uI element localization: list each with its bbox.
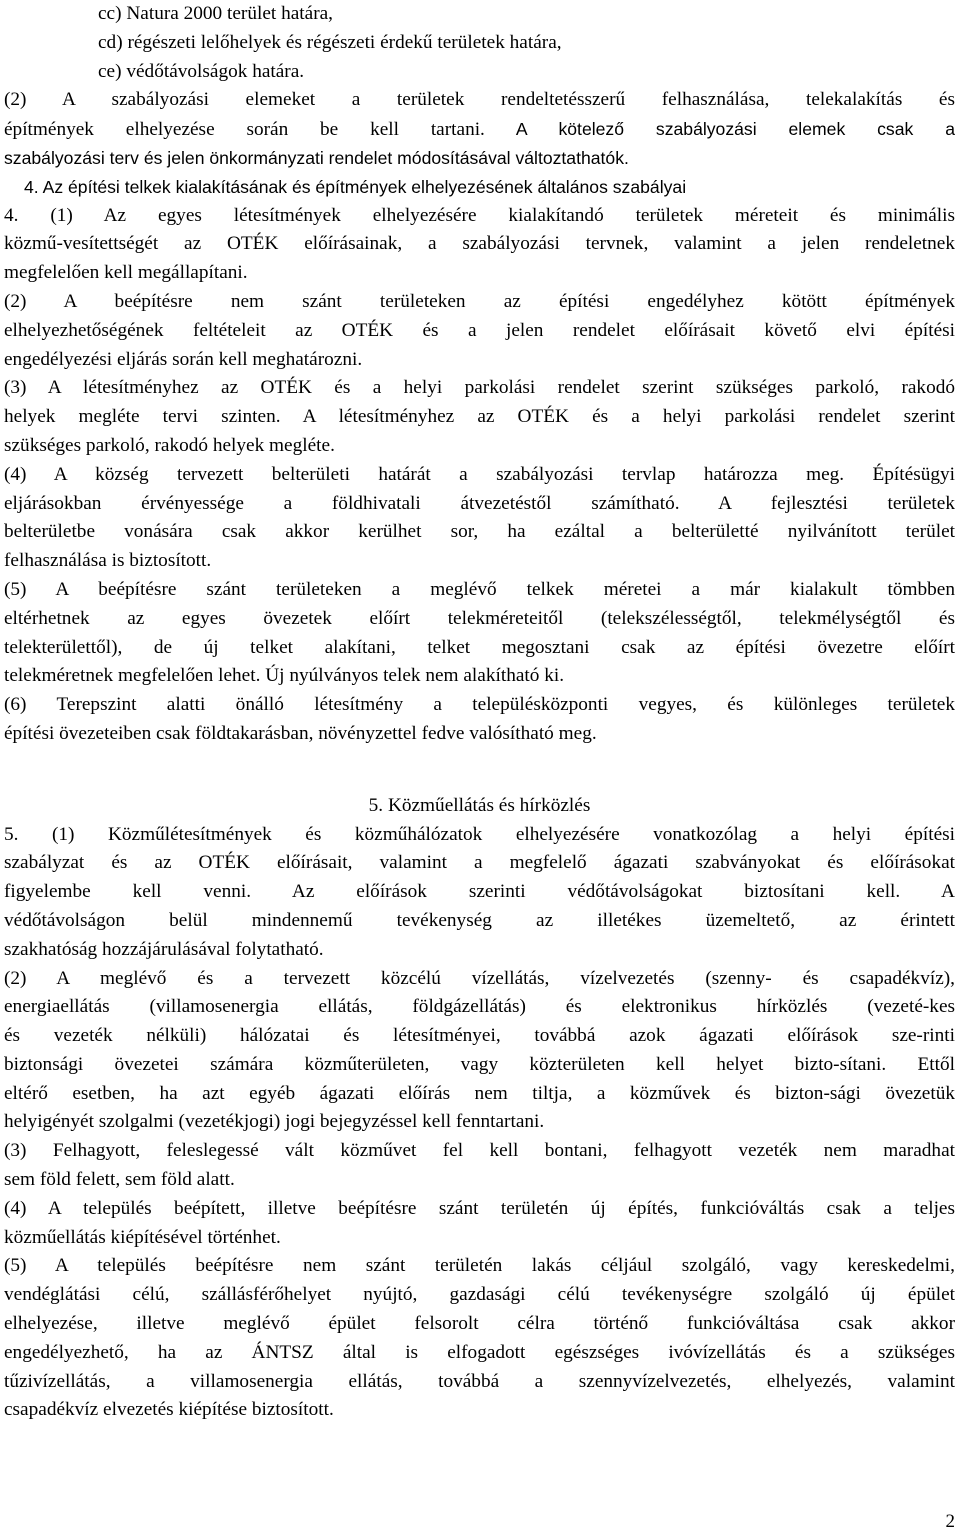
text-line: csapadékvíz elvezetés kiépítése biztosított. (4, 1399, 334, 1421)
text-line: engedélyezési eljárás során kell meghatározni. (4, 348, 363, 370)
text-line: 4. (1) Az egyes létesítmények elhelyezésére kialakítandó területek méreteit és minimális (4, 204, 955, 226)
text-line: védőtávolságon belül mindennemű tevékenység az illetékes üzemeltető, az érintett (4, 909, 955, 931)
paragraph (4, 202, 955, 288)
paragraph (4, 374, 955, 460)
text-line: (5) A település beépítésre nem szánt területén lakás céljául szolgáló, vagy kereskedelmi, (4, 1255, 955, 1277)
text-line: (4) A község tervezett belterületi határát a szabályozási tervlap határozza meg. Építésügyi (4, 463, 955, 485)
section-5-heading: 5. Közműellátás és hírközlés (368, 794, 591, 816)
paragraph (4, 288, 955, 374)
section-4-body (4, 202, 955, 749)
text-line: vendéglátási célú, szállásférőhelyet nyújtó, gazdasági célú tevékenységre szolgáló új épület (4, 1284, 955, 1306)
text-line: figyelembe kell venni. Az előírások szerinti védőtávolságokat biztosítani kell. A (4, 881, 955, 903)
text-line: építési övezeteiben csak földtakarásban, növényzettel fedve valósítható meg. (4, 722, 597, 744)
text-line: 5. (1) Közműlétesítmények és közműhálózatok elhelyezésére vonatkozólag a helyi építési (4, 823, 955, 845)
text-line: (6) Terepszint alatti önálló létesítmény a településközponti vegyes, és különleges területek (4, 694, 955, 716)
paragraph-2-1 (4, 86, 955, 172)
list-item: ce) védőtávolságok határa. (98, 60, 305, 82)
spacer (4, 749, 955, 792)
text-line: elhelyezése, illetve meglévő épület felsorolt célra történő funkcióváltása csak akkor (4, 1313, 955, 1335)
text-line: (2) A beépítésre nem szánt területeken az építési engedélyhez kötött építmények (4, 290, 955, 312)
text-line: közmű-vesítettségét az OTÉK előírásainak, a szabályozási tervnek, valamint a jelen rendeletnek (4, 233, 955, 255)
paragraph (4, 965, 955, 1138)
text-line: tűzivízellátás, a villamosenergia ellátás, továbbá a szennyvízelvezetés, elhelyezés, valamint (4, 1370, 955, 1392)
text-span: építmények elhelyezése során be kell tartani. (4, 119, 485, 141)
list-item: cd) régészeti lelőhelyek és régészeti érdekű területek határa, (98, 31, 562, 53)
paragraph (4, 576, 955, 691)
paragraph (4, 1195, 955, 1253)
text-line: szakhatóság hozzájárulásával folytatható. (4, 938, 324, 960)
text-line: eljárásokban érvényessége a földhivatali átvezetéstől számítható. A fejlesztési területek (4, 492, 955, 514)
text-line: belterületbe vonására csak akkor kerülhet sor, ha ezáltal a belterületté nyilvánított terület (4, 521, 955, 543)
text-line: (2) A szabályozási elemeket a területek rendeltetésszerű felhasználása, telekalakítás és (4, 89, 955, 111)
text-line: biztonsági övezetei számára közműterületen, vagy közterületen kell helyet bizto-sítani. Ettől (4, 1053, 955, 1075)
text-line: közműellátás kiépítésével történhet. (4, 1226, 281, 1248)
text-line: megfelelően kell megállapítani. (4, 262, 248, 284)
text-line: szabályozási terv és jelen önkormányzati rendelet módosításával változtathatók. (4, 147, 629, 168)
text-line: telekméretnek megfelelően lehet. Új nyúlványos telek nem alakítható ki. (4, 665, 565, 687)
text-line: energiaellátás (villamosenergia ellátás, földgázellátás) és elektronikus hírközlés (vezeté-kes (4, 996, 955, 1018)
text-line: (5) A beépítésre szánt területeken a meglévő telkek méretei a már kialakult tömbben (4, 578, 955, 600)
section-4-heading: 4. Az építési telkek kialakításának és építmények elhelyezésének általános szabályai (24, 176, 687, 197)
text-line: helyek megléte tervi szinten. A létesítményhez az OTÉK és a helyi parkolási rendelet szerint (4, 406, 955, 428)
text-line: eltérő esetben, ha azt egyéb ágazati előírás nem tiltja, a közművek és bizton-sági övezetük (4, 1082, 955, 1104)
section-5-body (4, 821, 955, 1426)
text-line: engedélyezhető, ha az ÁNTSZ által is elfogadott egészséges ivóvízellátás és a szükséges (4, 1341, 955, 1363)
text-line (4, 115, 955, 144)
list-items (4, 0, 955, 86)
paragraph (4, 691, 955, 749)
text-line: felhasználása is biztosított. (4, 550, 212, 572)
text-line: telekterülettől), de új telket alakítani, telket megosztani csak az építési övezetre előírt (4, 636, 955, 658)
text-span-sans: A kötelező szabályozási elemek csak a (484, 119, 955, 140)
paragraph (4, 821, 955, 965)
text-line: (3) A létesítményhez az OTÉK és a helyi parkolási rendelet szerint szükséges parkoló, rakodó (4, 377, 955, 399)
text-line: helyigényét szolgalmi (vezetékjogi) jogi bejegyzéssel kell fenntartani. (4, 1111, 545, 1133)
paragraph (4, 461, 955, 576)
paragraph (4, 1252, 955, 1425)
list-item: cc) Natura 2000 terület határa, (98, 3, 333, 24)
text-line: (3) Felhagyott, feleslegessé vált közművet fel kell bontani, felhagyott vezeték nem maradhat (4, 1140, 955, 1162)
text-line: (4) A település beépített, illetve beépítésre szánt területén új építés, funkcióváltás csak a teljes (4, 1197, 955, 1219)
paragraph (4, 1137, 955, 1195)
page-number: 2 (945, 1511, 955, 1533)
text-line: eltérhetnek az egyes övezetek előírt telekméreteitől (telekszélességtől, telekmélységtől és (4, 607, 955, 629)
text-line: szükséges parkoló, rakodó helyek megléte. (4, 434, 335, 456)
text-line: (2) A meglévő és a tervezett közcélú vízellátás, vízelvezetés (szenny- és csapadékvíz), (4, 967, 955, 989)
text-line: sem föld felett, sem föld alatt. (4, 1169, 235, 1191)
text-line: elhelyezhetőségének feltételeit az OTÉK és a jelen rendelet előírásait követő elvi építési (4, 319, 955, 341)
text-line: szabályzat és az OTÉK előírásait, valamint a megfelelő ágazati szabványokat és előírásokat (4, 852, 955, 874)
text-line: és vezeték nélküli) hálózatai és létesítményei, továbbá azok ágazati előírások sze-rinti (4, 1025, 955, 1047)
